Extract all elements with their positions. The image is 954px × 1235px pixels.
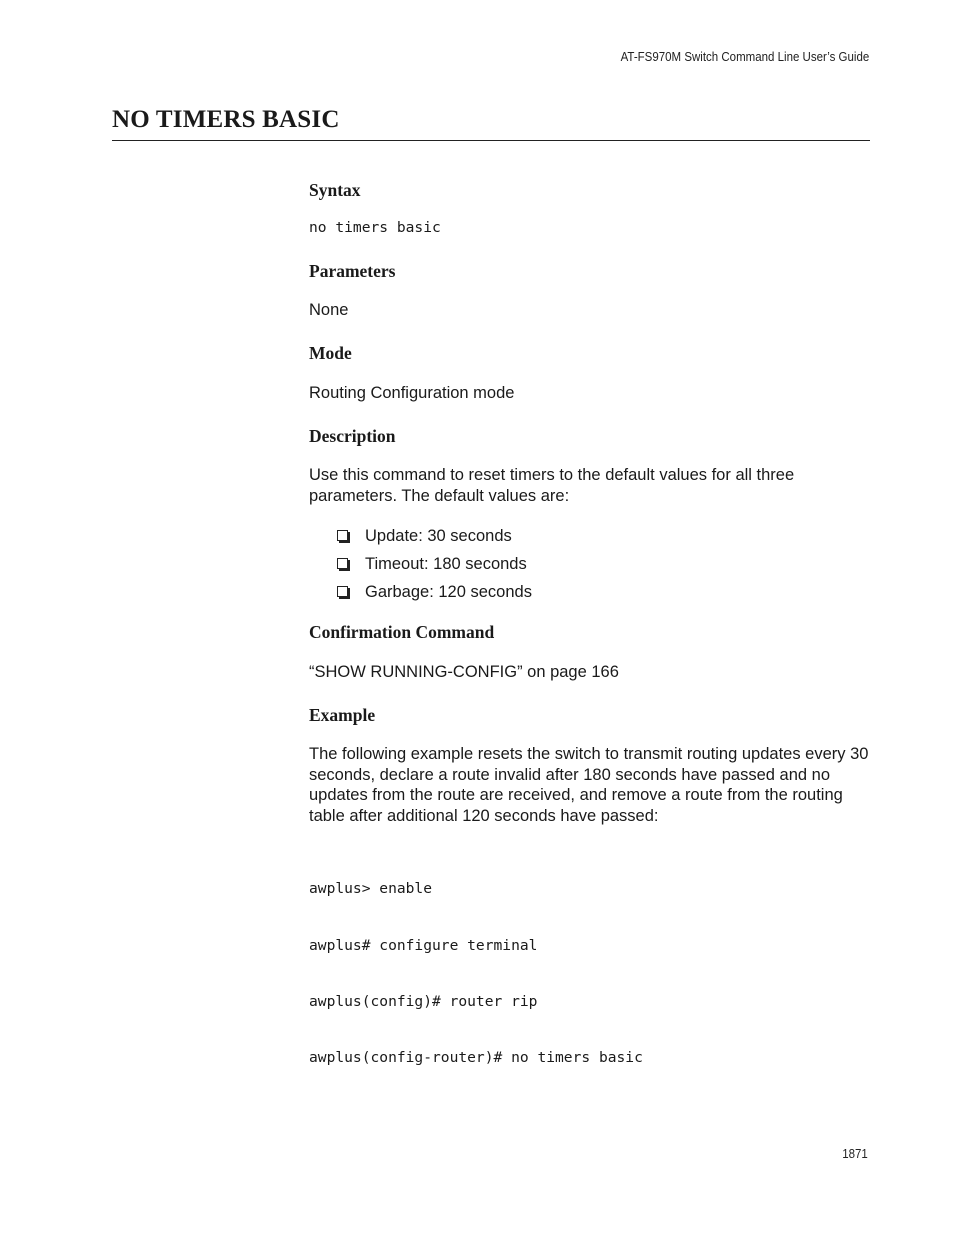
list-item [337,522,532,550]
checkbox-bullet-icon [337,530,348,541]
example-code-block [309,843,643,1105]
code-line: awplus> enable [309,880,433,898]
list-item-label: Timeout: 180 seconds [365,554,527,573]
code-line: awplus(config-router)# no timers basic [309,1048,643,1066]
checkbox-bullet-icon [337,558,348,569]
syntax-heading: Syntax [309,180,361,200]
mode-heading: Mode [309,343,352,363]
confirmation-link[interactable]: “SHOW RUNNING-CONFIG” on page 166 [309,663,619,681]
parameters-heading: Parameters [309,261,396,281]
code-line: awplus(config)# router rip [309,992,538,1010]
list-item-label: Update: 30 seconds [365,526,512,545]
default-values-list [337,522,532,606]
page-number: 1871 [842,1147,868,1161]
mode-text: Routing Configuration mode [309,384,515,402]
description-text: Use this command to reset timers to the default values for all three parameters. The default values are: [309,466,795,505]
list-item [337,578,532,606]
checkbox-bullet-icon [337,586,348,597]
example-heading: Example [309,705,376,725]
description-heading: Description [309,426,396,446]
list-item-label: Garbage: 120 seconds [365,582,532,601]
title-divider [112,140,870,141]
syntax-code: no timers basic [309,219,441,236]
list-item [337,550,532,578]
parameters-text: None [309,301,349,319]
page-title: NO TIMERS BASIC [112,106,340,133]
confirmation-heading: Confirmation Command [309,622,495,642]
example-text: The following example resets the switch to transmit routing updates every 30 seconds, declare a route invalid after 180 seconds have passed and no updates from the route are received, and remove a route from the routing table after additional 120 seconds have passed: [309,745,869,825]
running-header: AT-FS970M Switch Command Line User’s Guide [620,50,869,64]
code-line: awplus# configure terminal [309,936,538,954]
